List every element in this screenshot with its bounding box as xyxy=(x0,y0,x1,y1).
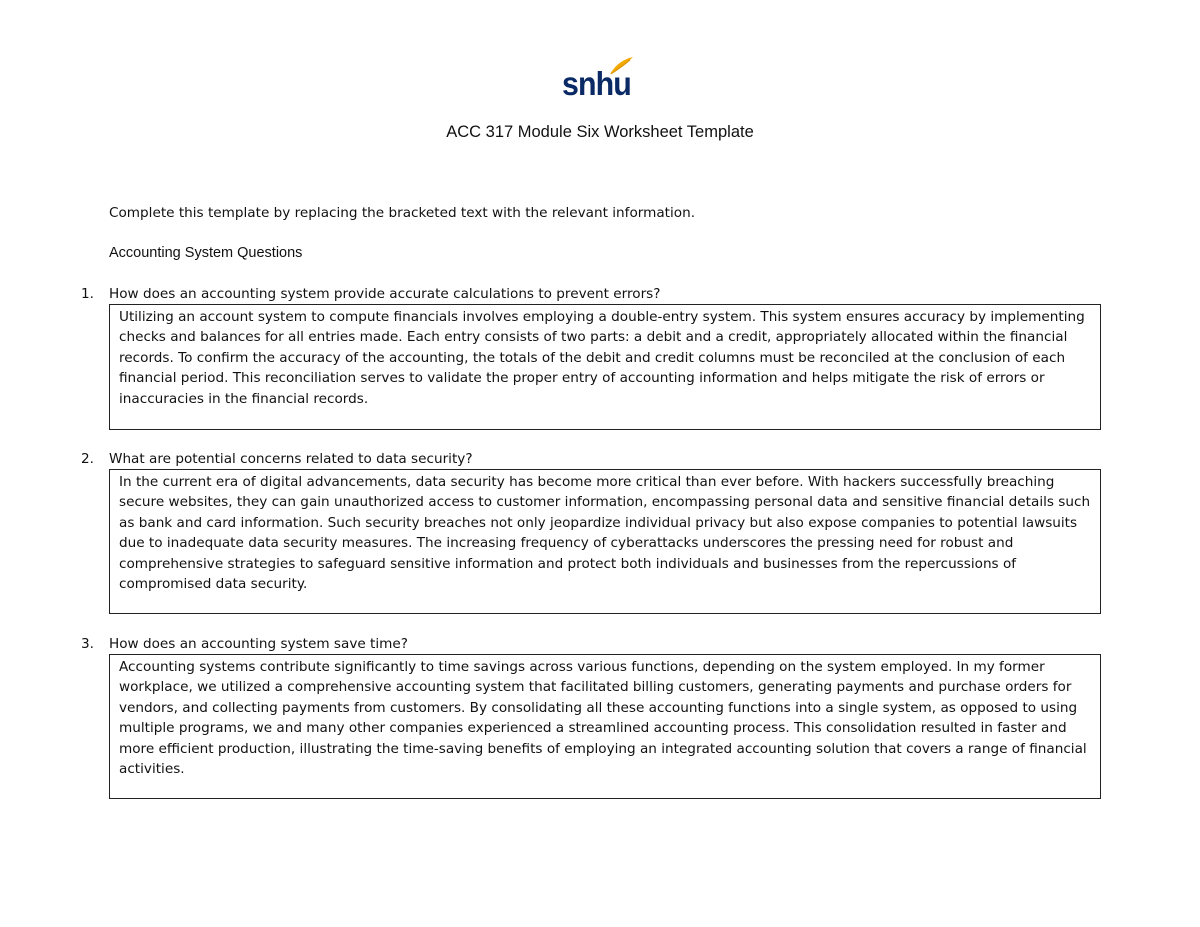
question-2 xyxy=(81,451,473,467)
answer-box-1[interactable]: Utilizing an account system to compute financials involves employing a double-entry system. This system ensures accuracy by implementing checks and balances for all entries made. Each entry consists of two parts: a debit and a credit, appropriately allocated within the financial records. To confirm the accuracy of the accounting, the totals of the debit and credit columns must be reconciled at the conclusion of each financial period. This reconciliation serves to validate the proper entry of accounting information and helps mitigate the risk of errors or inaccuracies in the financial records. xyxy=(109,304,1101,430)
question-number: 1. xyxy=(81,286,94,302)
answer-box-2[interactable]: In the current era of digital advancements, data security has become more critical than ever before. With hackers successfully breaching secure websites, they can gain unauthorized access to customer information, encompassing personal data and sensitive financial details such as bank and card information. Such security breaches not only jeopardize individual privacy but also expose companies to potential lawsuits due to inadequate data security measures. The increasing frequency of cyberattacks underscores the pressing need for robust and comprehensive strategies to safeguard sensitive information and protect both individuals and businesses from the repercussions of compromised data security. xyxy=(109,469,1101,614)
question-1 xyxy=(81,286,660,302)
question-3 xyxy=(81,636,408,652)
section-heading: Accounting System Questions xyxy=(109,245,303,261)
page-title: ACC 317 Module Six Worksheet Template xyxy=(446,123,754,141)
question-text: What are potential concerns related to data security? xyxy=(109,451,473,467)
answer-box-3[interactable]: Accounting systems contribute significantly to time savings across various functions, depending on the system employed. In my former workplace, we utilized a comprehensive accounting system that facilitated billing customers, generating payments and purchase orders for vendors, and collecting payments from customers. By consolidating all these accounting functions into a single system, as opposed to using multiple programs, we and many other companies experienced a streamlined accounting process. This consolidation resulted in faster and more efficient production, illustrating the time-saving benefits of employing an integrated accounting solution that covers a range of financial activities. xyxy=(109,654,1101,799)
question-number: 2. xyxy=(81,451,94,467)
logo-wordmark: snhu xyxy=(562,65,631,102)
question-text: How does an accounting system provide accurate calculations to prevent errors? xyxy=(109,286,661,302)
question-text: How does an accounting system save time? xyxy=(109,636,408,652)
snhu-logo xyxy=(562,56,634,104)
question-number: 3. xyxy=(81,636,94,652)
leaf-icon xyxy=(608,56,634,76)
instructions-text: Complete this template by replacing the bracketed text with the relevant information. xyxy=(109,205,696,221)
